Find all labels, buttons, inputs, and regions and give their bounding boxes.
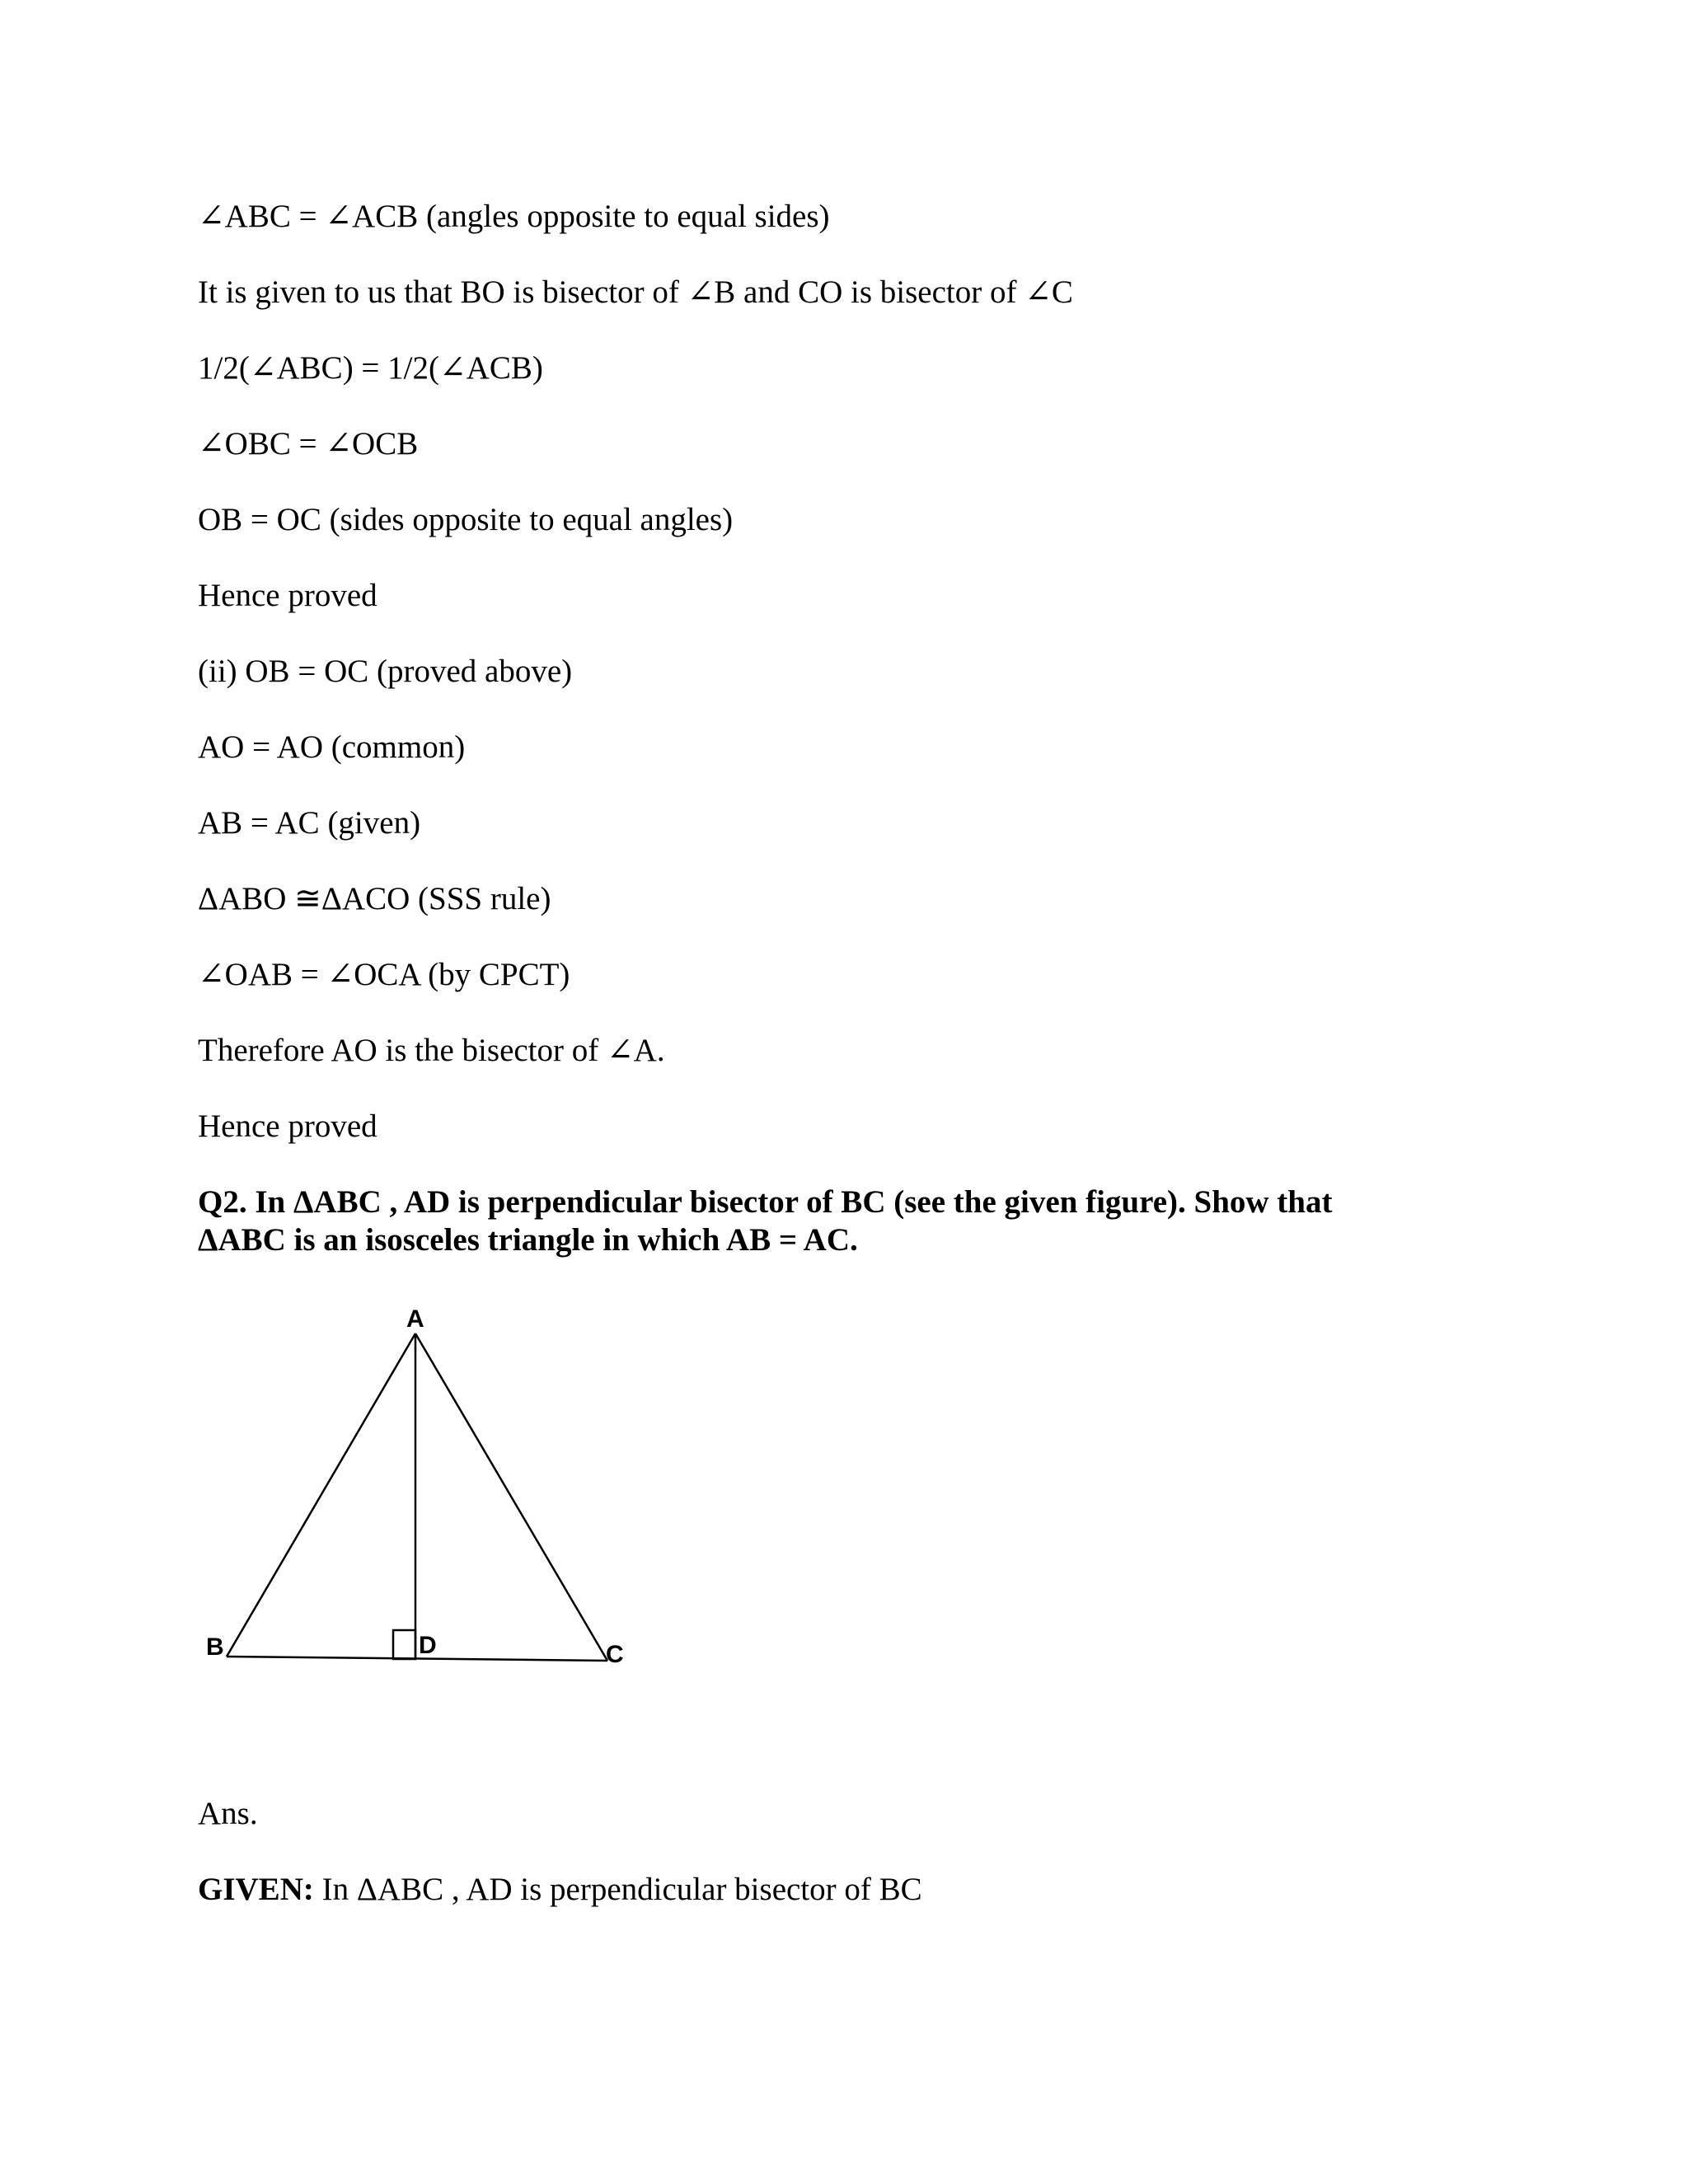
question-line-1: Q2. In ΔABC , AD is perpendicular bisector of BC (see the given figure). Show that [198,1184,1333,1220]
proof-line-hence-proved-1: Hence proved [198,578,377,613]
triangle-diagram [198,1306,659,1685]
side-ac [415,1333,607,1661]
proof-line-angles-equal: ∠ABC = ∠ACB (angles opposite to equal sides) [198,199,830,234]
proof-line-cpct: ∠OAB = ∠OCA (by CPCT) [198,957,570,992]
answer-label: Ans. [198,1796,258,1831]
vertex-label-b: B [206,1633,224,1661]
given-text: In ΔABC , AD is perpendicular bisector of BC [313,1872,922,1907]
vertex-label-c: C [606,1641,624,1668]
question-line-2: ΔABC is an isosceles triangle in which AB = AC. [198,1222,858,1258]
point-label-d: D [419,1632,437,1659]
question-q2 [198,1183,1484,1259]
proof-line-obc-ocb: ∠OBC = ∠OCB [198,426,419,462]
right-angle-mark [393,1630,415,1659]
vertex-label-a: A [406,1306,424,1333]
given-line [198,1871,922,1909]
proof-line-congruence: ΔABO ≅ΔACO (SSS rule) [198,881,551,916]
proof-line-ao-common: AO = AO (common) [198,729,466,765]
side-bc [227,1657,607,1661]
proof-line-given-bisectors: It is given to us that BO is bisector of ∠B and CO is bisector of ∠C [198,274,1073,310]
proof-line-therefore: Therefore AO is the bisector of ∠A. [198,1033,665,1068]
triangle-figure [198,1306,659,1685]
given-label: GIVEN: [198,1872,314,1907]
proof-line-part-ii: (ii) OB = OC (proved above) [198,654,573,689]
proof-line-half-angles: 1/2(∠ABC) = 1/2(∠ACB) [198,350,543,386]
proof-line-ob-oc: OB = OC (sides opposite to equal angles) [198,502,734,537]
side-ab [227,1333,415,1657]
proof-line-hence-proved-2: Hence proved [198,1108,377,1144]
proof-line-ab-ac-given: AB = AC (given) [198,805,421,841]
